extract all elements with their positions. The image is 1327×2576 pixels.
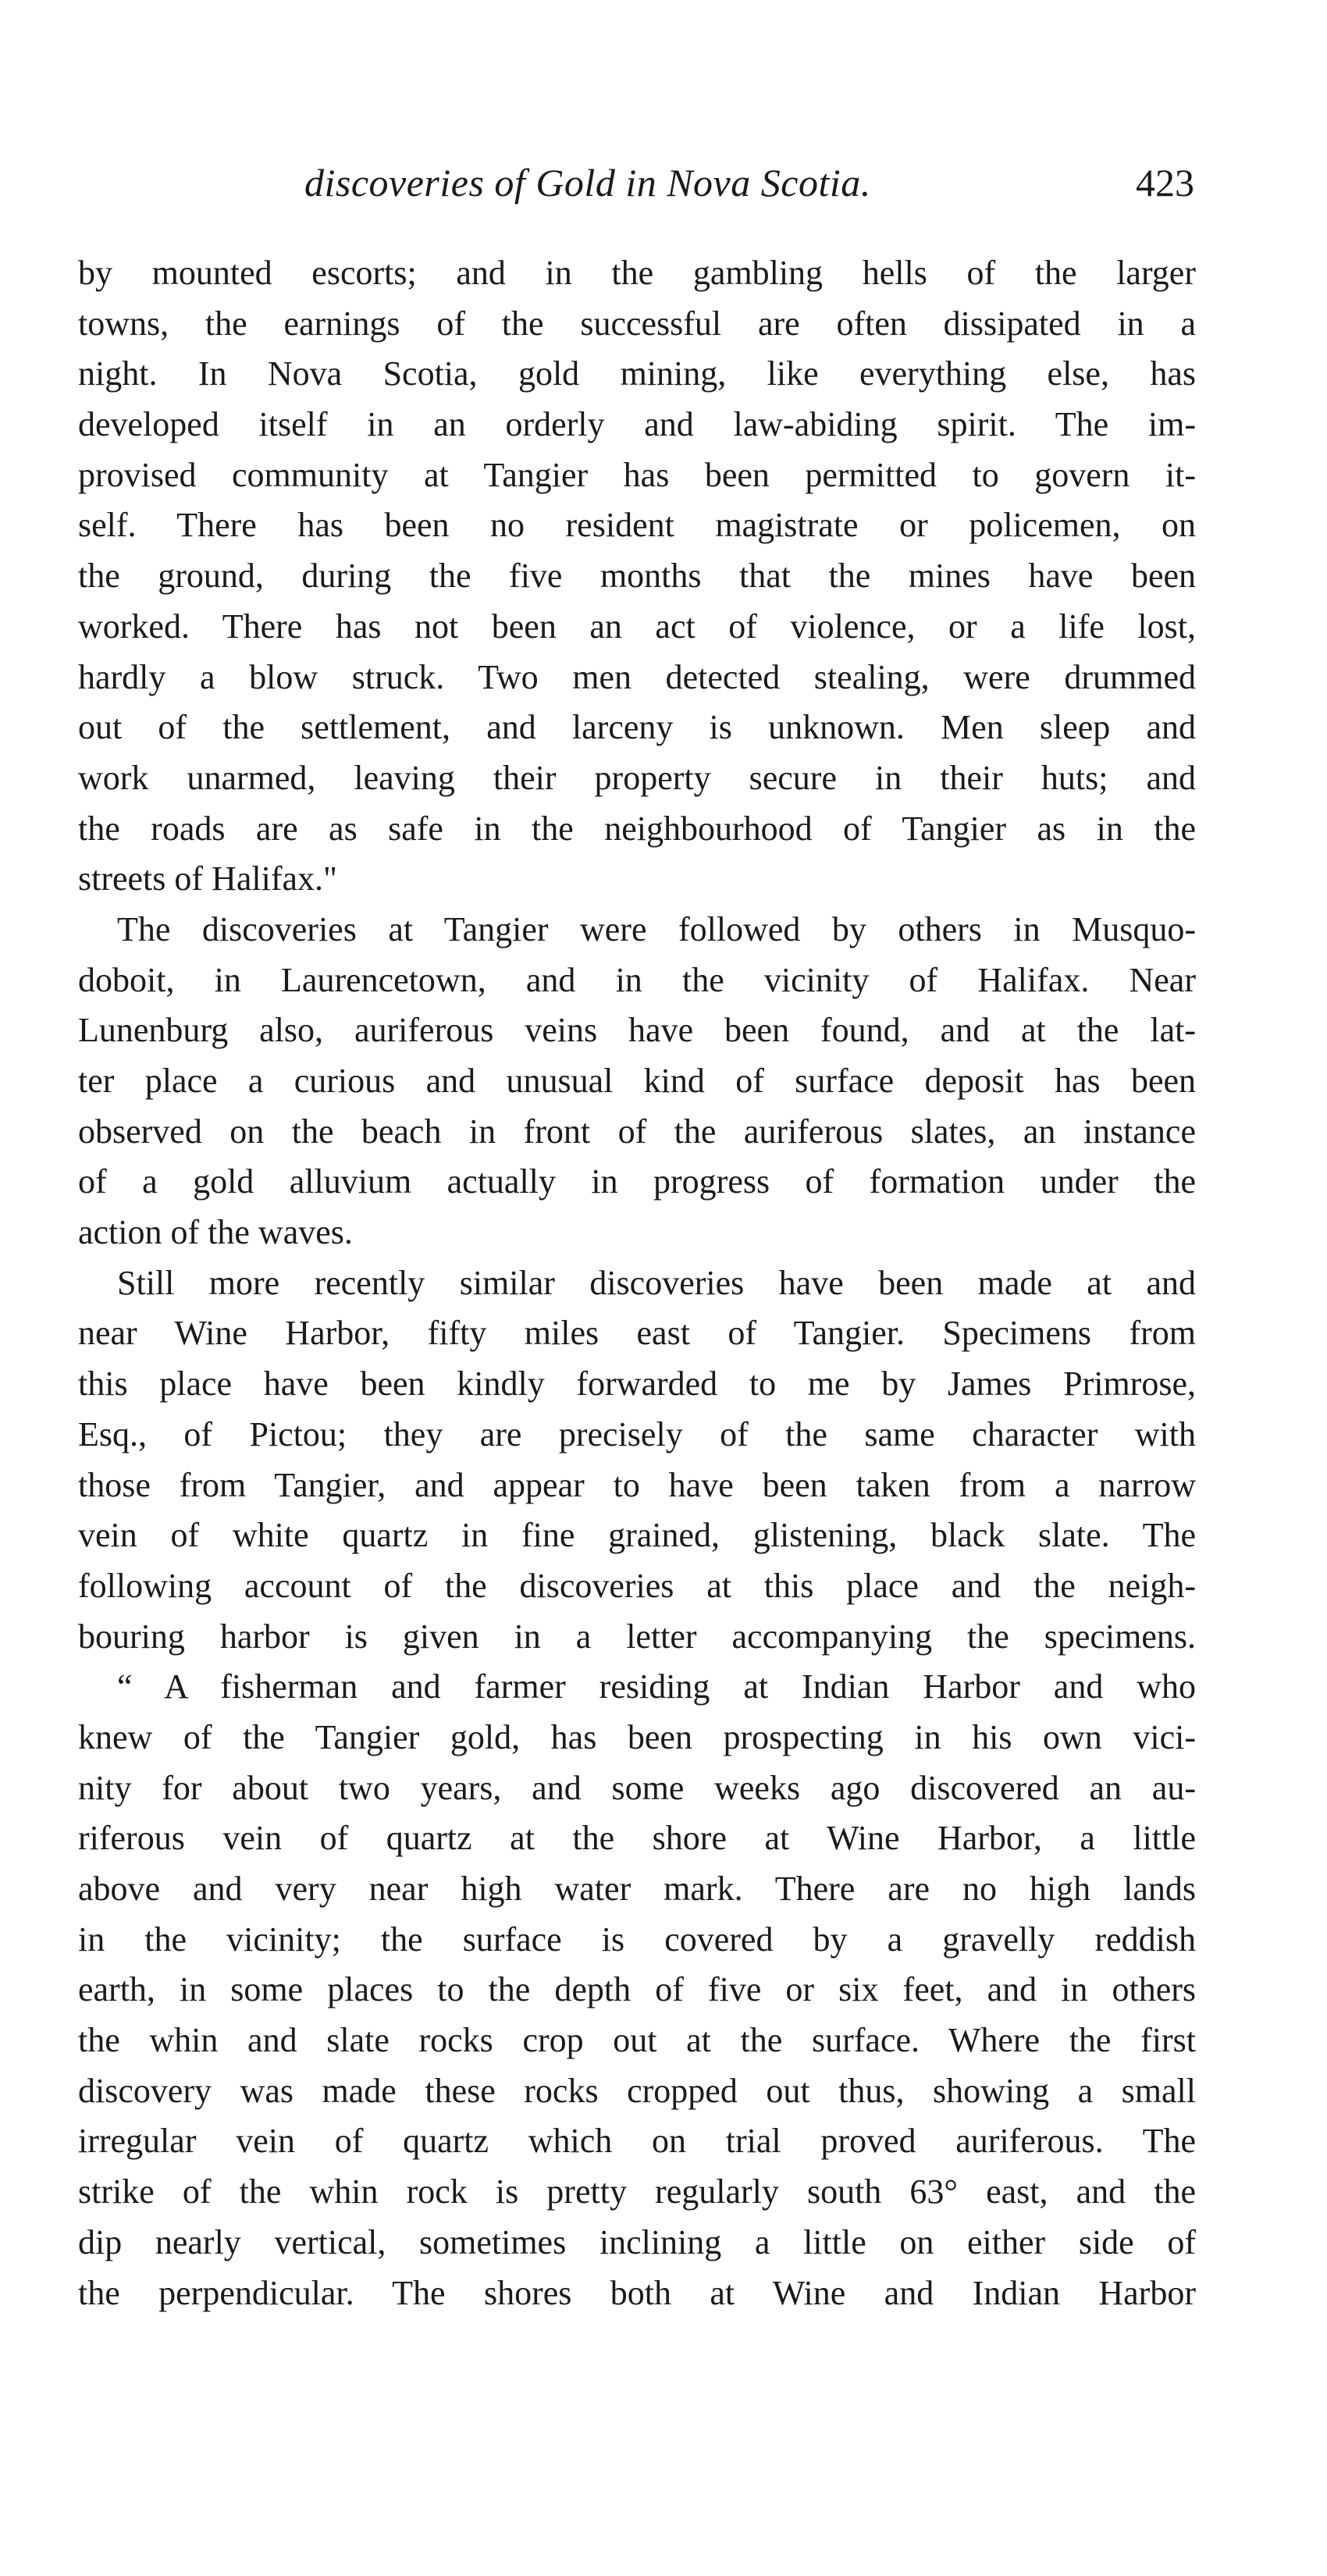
text-line: work unarmed, leaving their property secure in their huts; and — [78, 758, 1196, 797]
text-line: action of the waves. — [78, 1213, 353, 1252]
text-line: above and very near high water mark. There are no high lands — [78, 1870, 1196, 1908]
text-line: this place have been kindly forwarded to me by James Primrose, — [78, 1364, 1196, 1404]
running-head — [78, 160, 1194, 215]
text-line: by mounted escorts; and in the gambling hells of the larger — [78, 254, 1196, 292]
text-line: worked. There has not been an act of violence, or a life lost, — [78, 607, 1196, 646]
page-number: 423 — [1136, 161, 1194, 205]
text-line: the perpendicular. The shores both at Wine and Indian Harbor — [78, 2273, 1196, 2312]
paragraph-1 — [78, 248, 1196, 905]
running-title: discoveries of Gold in Nova Scotia. — [304, 161, 871, 205]
text-line: the whin and slate rocks crop out at the surface. Where the first — [78, 2021, 1196, 2060]
paragraph-3 — [78, 1258, 1196, 1663]
text-line: vein of white quartz in fine grained, glistening, black slate. The — [78, 1516, 1196, 1555]
text-line: Lunenburg also, auriferous veins have been found, and at the lat- — [78, 1011, 1196, 1050]
text-line: developed itself in an orderly and law-abiding spirit. The im- — [78, 405, 1196, 444]
text-line: irregular vein of quartz which on trial proved auriferous. The — [78, 2122, 1196, 2161]
body-text — [78, 248, 1196, 2318]
text-line: out of the settlement, and larceny is unknown. Men sleep and — [78, 708, 1196, 747]
text-line: night. In Nova Scotia, gold mining, like everything else, has — [78, 354, 1196, 393]
text-line: discovery was made these rocks cropped out thus, showing a small — [78, 2071, 1196, 2110]
text-line: the ground, during the five months that the mines have been — [78, 557, 1196, 596]
text-line: streets of Halifax." — [78, 859, 337, 898]
text-line: bouring harbor is given in a letter accompanying the specimens. — [78, 1617, 1196, 1656]
text-line: doboit, in Laurencetown, and in the vicinity of Halifax. Near — [78, 960, 1196, 999]
text-line: provised community at Tangier has been permitted to govern it- — [78, 455, 1196, 494]
text-line: in the vicinity; the surface is covered by a gravelly reddish — [78, 1920, 1196, 1959]
text-line: self. There has been no resident magistrate or policemen, on — [78, 506, 1196, 545]
text-line: nity for about two years, and some weeks ago discovered an au- — [78, 1768, 1196, 1807]
text-line: riferous vein of quartz at the shore at Wine Harbor, a little — [78, 1819, 1196, 1858]
text-line: hardly a blow struck. Two men detected stealing, were drummed — [78, 657, 1196, 696]
text-line: following account of the discoveries at this place and the neigh- — [78, 1566, 1196, 1605]
text-line: ter place a curious and unusual kind of surface deposit has been — [78, 1062, 1196, 1100]
text-line: those from Tangier, and appear to have been taken from a narrow — [78, 1465, 1196, 1504]
text-line: observed on the beach in front of the auriferous slates, an instance — [78, 1112, 1196, 1151]
paragraph-2 — [78, 905, 1196, 1258]
text-line: earth, in some places to the depth of five or six feet, and in others — [78, 1970, 1196, 2009]
text-line: The discoveries at Tangier were followed by others in Musquo- — [117, 909, 1196, 948]
text-line: near Wine Harbor, fifty miles east of Tangier. Specimens from — [78, 1314, 1196, 1353]
text-line: knew of the Tangier gold, has been prospecting in his own vici- — [78, 1717, 1196, 1756]
text-line: “ A fisherman and farmer residing at Indian Harbor and who — [117, 1667, 1196, 1706]
text-line: of a gold alluvium actually in progress of formation under the — [78, 1162, 1196, 1201]
paragraph-4-quotation — [78, 1662, 1196, 2318]
text-line: Esq., of Pictou; they are precisely of the same character with — [78, 1414, 1196, 1453]
text-line: Still more recently similar discoveries have been made at and — [117, 1263, 1196, 1302]
text-line: strike of the whin rock is pretty regularly south 63° east, and the — [78, 2172, 1196, 2211]
text-line: towns, the earnings of the successful are often dissipated in a — [78, 304, 1196, 343]
text-line: the roads are as safe in the neighbourhood of Tangier as in the — [78, 809, 1196, 848]
text-line: dip nearly vertical, sometimes inclining a little on either side of — [78, 2222, 1196, 2261]
